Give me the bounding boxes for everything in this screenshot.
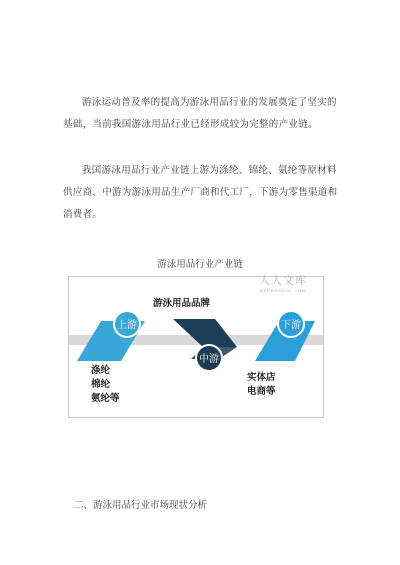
upstream-item: 涤纶 xyxy=(91,365,111,376)
industry-chain-diagram xyxy=(68,276,324,418)
section-heading: 二、游泳用品行业市场现状分析 xyxy=(74,500,208,511)
midstream-label: 游泳用品品牌 xyxy=(153,298,211,309)
upstream-item: 棉纶 xyxy=(91,379,111,390)
watermark-sub: RENRENDOC.COM xyxy=(259,288,307,293)
paragraph-industry-chain-detail: 我国游泳用品行业产业链上游为涤纶、锦纶、氨纶等原材料供应商，中游为游泳用品生产厂商和代工厂，下游为零售渠道和消费者。 xyxy=(63,165,338,220)
watermark-name: 人人文库 xyxy=(259,274,307,287)
upstream-items xyxy=(91,364,120,406)
upstream-item: 氨纶等 xyxy=(91,393,120,404)
downstream-item: 电商等 xyxy=(247,386,276,397)
paragraph-industry-chain-intro: 游泳运动普及率的提高为游泳用品行业的发展奠定了坚实的基础，当前我国游泳用品行业已经形成较为完整的产业链。 xyxy=(63,97,337,130)
downstream-item: 实体店 xyxy=(247,372,276,383)
downstream-tag: 下游 xyxy=(281,320,301,331)
midstream-tag: 中游 xyxy=(199,354,219,365)
figure-title: 游泳用品行业产业链 xyxy=(157,259,243,270)
downstream-items xyxy=(247,371,276,399)
upstream-tag: 上游 xyxy=(117,320,137,331)
